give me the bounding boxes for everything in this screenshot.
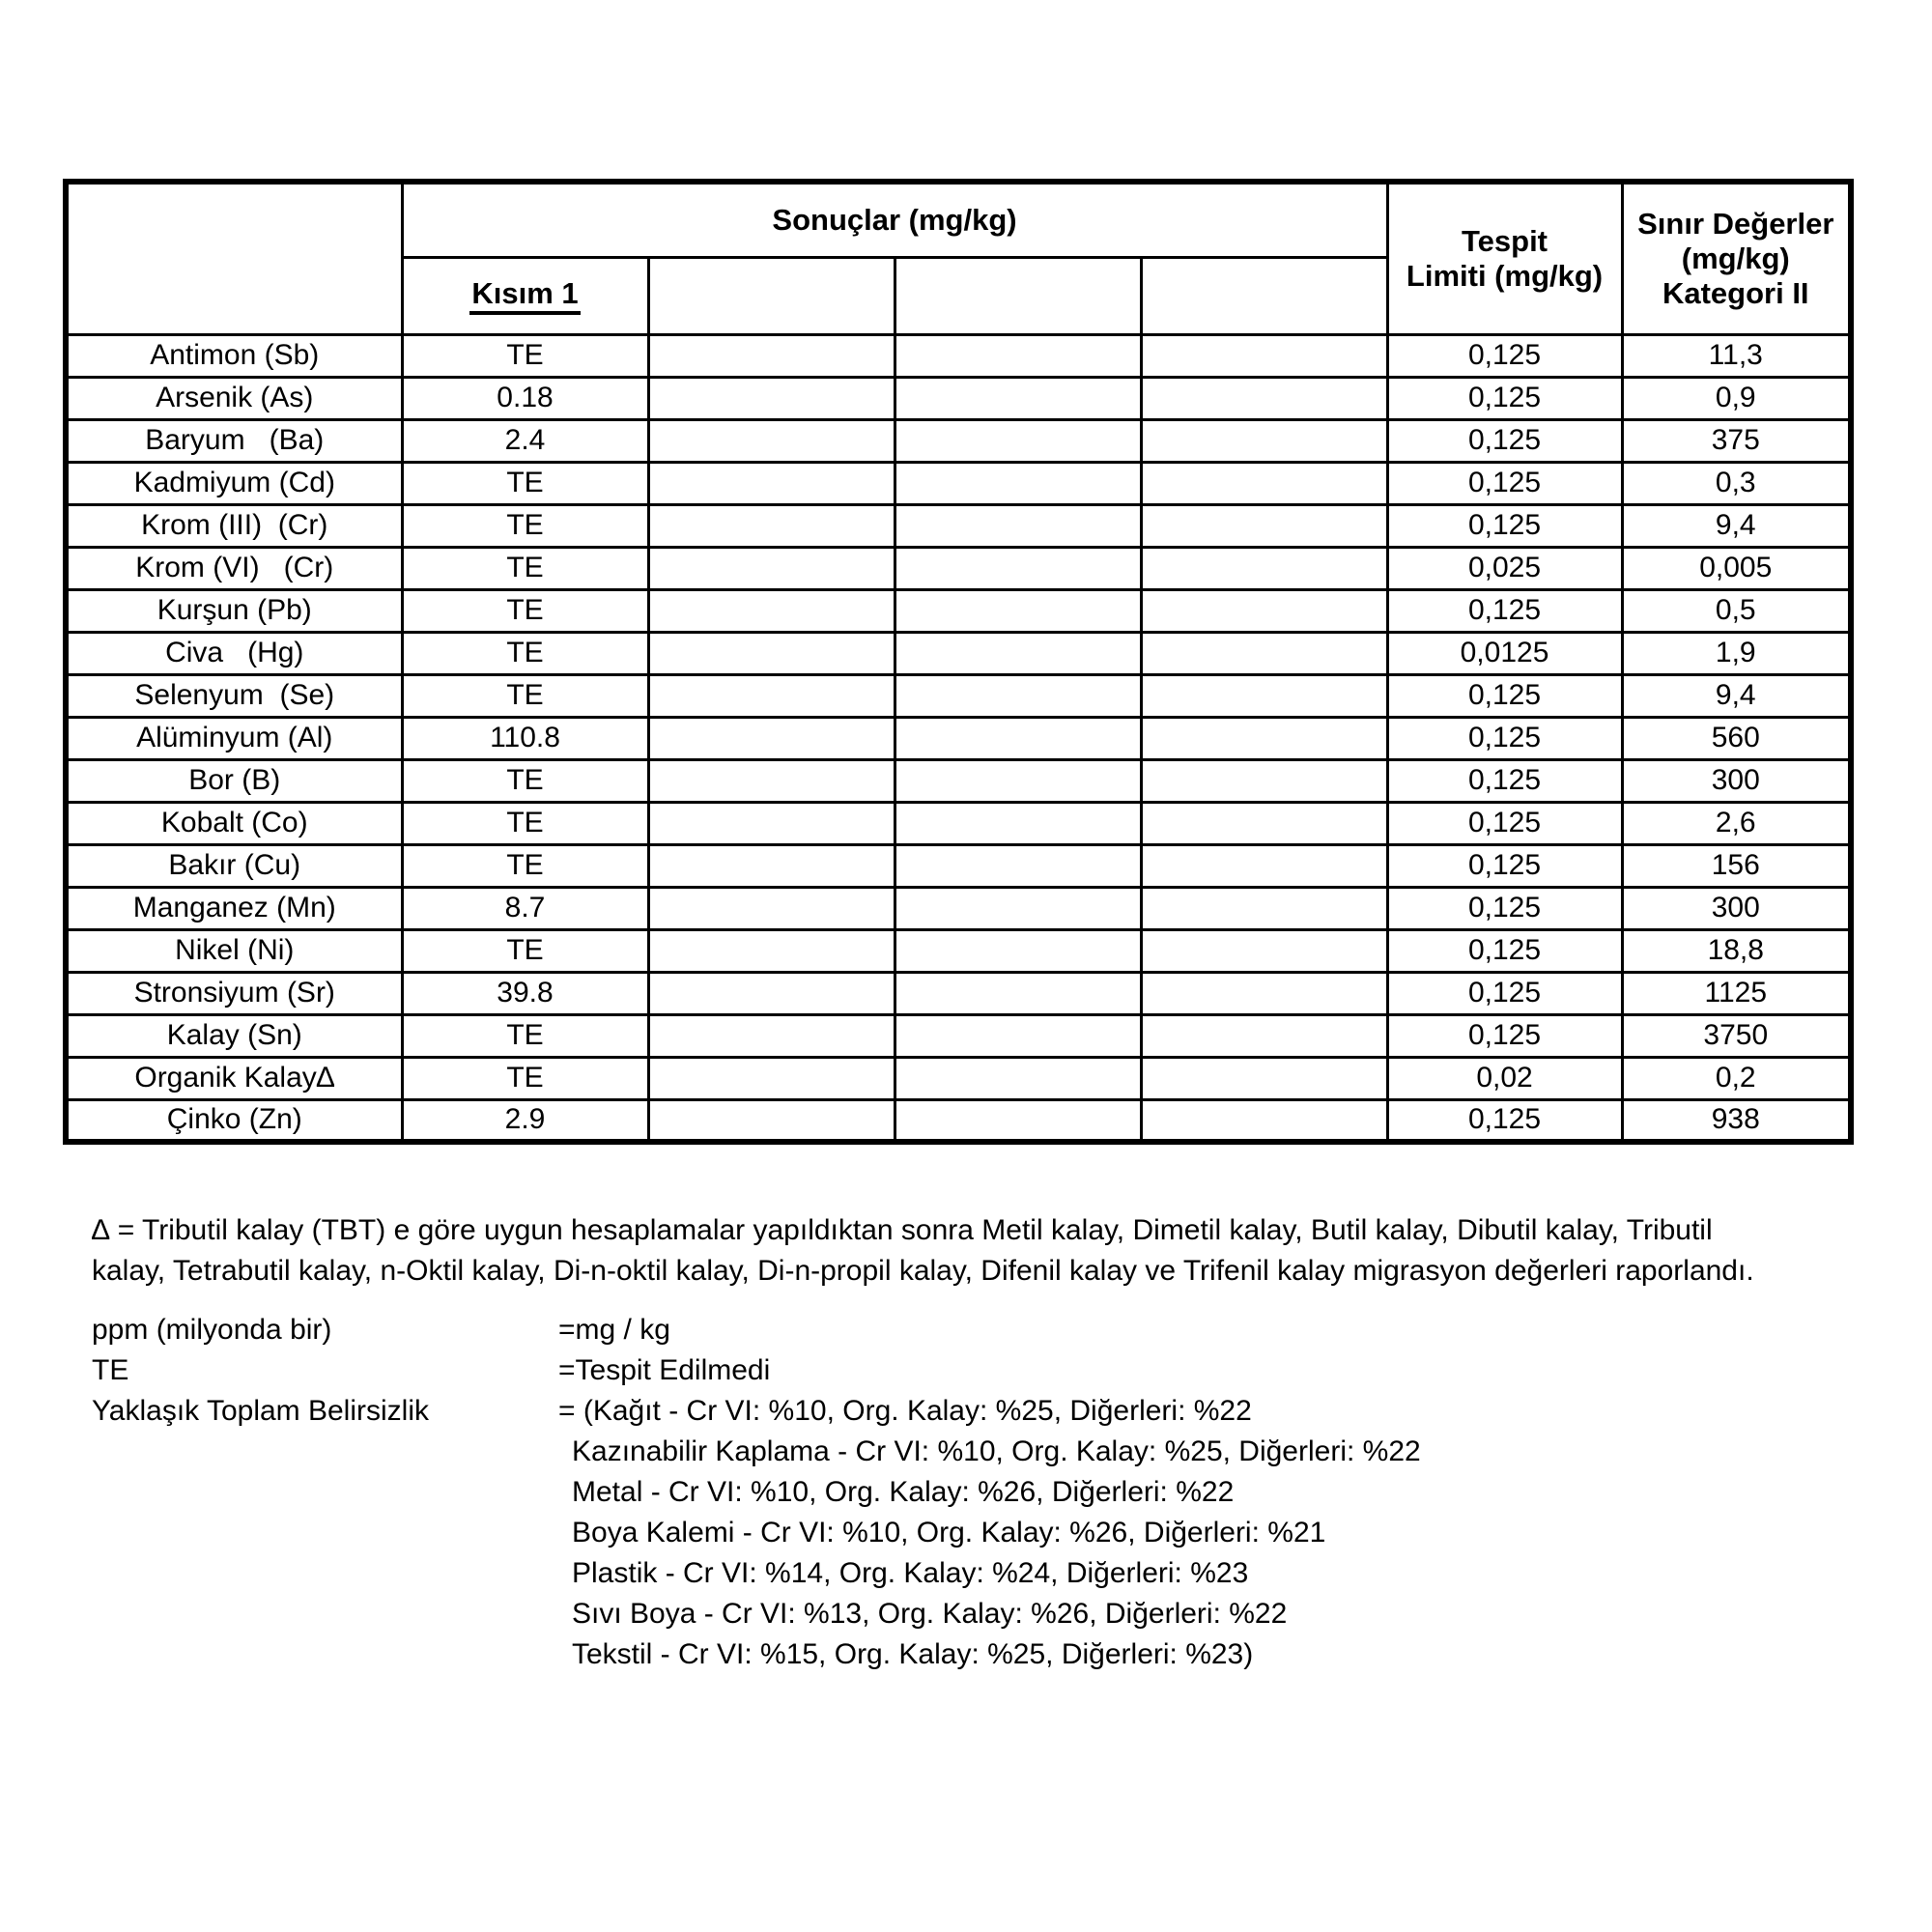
result-cell — [895, 632, 1141, 674]
tespit-cell: 0,125 — [1387, 674, 1622, 717]
result-cell — [895, 462, 1141, 504]
element-cell: Bakır (Cu) — [66, 844, 402, 887]
result-cell — [648, 632, 895, 674]
sinir-cell: 1,9 — [1622, 632, 1851, 674]
table-row — [66, 717, 1851, 759]
result-cell — [1141, 462, 1387, 504]
element-cell: Civa (Hg) — [66, 632, 402, 674]
tespit-cell: 0,0125 — [1387, 632, 1622, 674]
result-cell: TE — [402, 589, 648, 632]
tespit-cell: 0,125 — [1387, 462, 1622, 504]
element-cell: Bor (B) — [66, 759, 402, 802]
tespit-header-line1: Tespit — [1462, 224, 1548, 259]
element-cell: Alüminyum (Al) — [66, 717, 402, 759]
result-cell — [1141, 1099, 1387, 1142]
table-row — [66, 929, 1851, 972]
tespit-limiti-header — [1387, 182, 1622, 334]
table-row — [66, 887, 1851, 929]
sinir-cell: 0,2 — [1622, 1057, 1851, 1099]
result-cell — [648, 717, 895, 759]
uncertainty-line: Kazınabilir Kaplama - Cr VI: %10, Org. Kalay: %25, Diğerleri: %22 — [572, 1435, 1421, 1467]
result-cell — [1141, 972, 1387, 1014]
table-row — [66, 972, 1851, 1014]
element-cell: Çinko (Zn) — [66, 1099, 402, 1142]
result-cell: 110.8 — [402, 717, 648, 759]
tespit-cell: 0,125 — [1387, 972, 1622, 1014]
element-cell: Selenyum (Se) — [66, 674, 402, 717]
table-row — [66, 1014, 1851, 1057]
result-cell — [1141, 674, 1387, 717]
results-header: Sonuçlar (mg/kg) — [402, 182, 1387, 257]
element-cell: Stronsiyum (Sr) — [66, 972, 402, 1014]
result-cell: TE — [402, 504, 648, 547]
result-cell — [648, 504, 895, 547]
empty-result-header-4 — [1141, 257, 1387, 334]
result-cell — [648, 589, 895, 632]
sinir-cell: 0,9 — [1622, 377, 1851, 419]
result-cell — [1141, 887, 1387, 929]
tespit-cell: 0,125 — [1387, 589, 1622, 632]
tespit-cell: 0,125 — [1387, 334, 1622, 377]
result-cell: TE — [402, 462, 648, 504]
sinir-cell: 3750 — [1622, 1014, 1851, 1057]
table-row — [66, 802, 1851, 844]
result-cell — [1141, 334, 1387, 377]
result-cell — [1141, 802, 1387, 844]
element-cell: Kalay (Sn) — [66, 1014, 402, 1057]
tespit-cell: 0,125 — [1387, 844, 1622, 887]
result-cell — [895, 334, 1141, 377]
result-cell — [648, 334, 895, 377]
sinir-cell: 0,5 — [1622, 589, 1851, 632]
sinir-cell: 560 — [1622, 717, 1851, 759]
sinir-cell: 2,6 — [1622, 802, 1851, 844]
result-cell — [648, 844, 895, 887]
sinir-cell: 11,3 — [1622, 334, 1851, 377]
tespit-cell: 0,125 — [1387, 929, 1622, 972]
result-cell — [895, 674, 1141, 717]
element-cell: Krom (III) (Cr) — [66, 504, 402, 547]
legend-label: TE — [92, 1354, 129, 1386]
result-cell — [895, 589, 1141, 632]
result-cell — [648, 547, 895, 589]
result-cell: 0.18 — [402, 377, 648, 419]
element-cell: Baryum (Ba) — [66, 419, 402, 462]
table-row — [66, 547, 1851, 589]
legend-row-uncertainty — [92, 1391, 1831, 1432]
element-cell: Kobalt (Co) — [66, 802, 402, 844]
sinir-cell: 156 — [1622, 844, 1851, 887]
results-table — [63, 179, 1854, 1145]
result-cell — [895, 1057, 1141, 1099]
tespit-cell: 0,125 — [1387, 802, 1622, 844]
result-cell — [1141, 759, 1387, 802]
empty-result-header-2 — [648, 257, 895, 334]
result-cell — [648, 802, 895, 844]
result-cell — [1141, 1057, 1387, 1099]
result-cell — [1141, 717, 1387, 759]
result-cell — [1141, 419, 1387, 462]
result-cell — [895, 887, 1141, 929]
corner-cell — [66, 182, 402, 334]
footnote-line2: kalay, Tetrabutil kalay, n-Oktil kalay, Di-n-oktil kalay, Di-n-propil kalay, Difenil kalay ve Trifenil kalay migrasyon değerleri raporlandı. — [92, 1255, 1754, 1287]
legend-label: ppm (milyonda bir) — [92, 1314, 332, 1346]
sinir-cell: 9,4 — [1622, 504, 1851, 547]
result-cell — [1141, 1014, 1387, 1057]
result-cell — [648, 1057, 895, 1099]
result-cell: 39.8 — [402, 972, 648, 1014]
result-cell — [1141, 844, 1387, 887]
table-row — [66, 1099, 1851, 1142]
element-cell: Arsenik (As) — [66, 377, 402, 419]
sinir-degerler-header — [1622, 182, 1851, 334]
result-cell — [895, 972, 1141, 1014]
uncertainty-line: Plastik - Cr VI: %14, Org. Kalay: %24, Diğerleri: %23 — [572, 1557, 1249, 1589]
result-cell — [895, 504, 1141, 547]
result-cell: 8.7 — [402, 887, 648, 929]
sinir-cell: 0,005 — [1622, 547, 1851, 589]
result-cell — [1141, 632, 1387, 674]
result-cell: TE — [402, 1014, 648, 1057]
kisim1-label: Kısım 1 — [469, 276, 580, 316]
result-cell — [1141, 589, 1387, 632]
table-row — [66, 674, 1851, 717]
result-cell — [648, 462, 895, 504]
result-cell — [648, 759, 895, 802]
element-cell: Antimon (Sb) — [66, 334, 402, 377]
legend-value: =mg / kg — [558, 1314, 670, 1346]
sinir-cell: 938 — [1622, 1099, 1851, 1142]
element-cell: Kadmiyum (Cd) — [66, 462, 402, 504]
sinir-cell: 18,8 — [1622, 929, 1851, 972]
result-cell — [1141, 929, 1387, 972]
table-row — [66, 377, 1851, 419]
result-cell — [895, 419, 1141, 462]
tespit-cell: 0,125 — [1387, 759, 1622, 802]
result-cell — [895, 802, 1141, 844]
legend-row-te — [92, 1350, 1831, 1391]
result-cell: TE — [402, 929, 648, 972]
sinir-cell: 0,3 — [1622, 462, 1851, 504]
sinir-cell: 375 — [1622, 419, 1851, 462]
uncertainty-line: Boya Kalemi - Cr VI: %10, Org. Kalay: %26, Diğerleri: %21 — [572, 1517, 1326, 1548]
sinir-cell: 1125 — [1622, 972, 1851, 1014]
result-cell — [895, 844, 1141, 887]
table-row — [66, 589, 1851, 632]
table-row — [66, 462, 1851, 504]
element-cell: Nikel (Ni) — [66, 929, 402, 972]
sinir-header-line3: Kategori II — [1662, 275, 1809, 310]
table-row — [66, 334, 1851, 377]
result-cell — [895, 377, 1141, 419]
result-cell — [648, 1014, 895, 1057]
legend-value: =Tespit Edilmedi — [558, 1354, 771, 1386]
element-cell: Organik Kalay∆ — [66, 1057, 402, 1099]
sinir-cell: 300 — [1622, 887, 1851, 929]
uncertainty-line: Sıvı Boya - Cr VI: %13, Org. Kalay: %26, Diğerleri: %22 — [572, 1598, 1288, 1630]
sinir-cell: 9,4 — [1622, 674, 1851, 717]
legend-label: Yaklaşık Toplam Belirsizlik — [92, 1395, 429, 1427]
element-cell: Kurşun (Pb) — [66, 589, 402, 632]
result-cell — [648, 1099, 895, 1142]
tespit-cell: 0,125 — [1387, 717, 1622, 759]
result-cell: TE — [402, 802, 648, 844]
element-cell: Krom (VI) (Cr) — [66, 547, 402, 589]
legend-value: = (Kağıt - Cr VI: %10, Org. Kalay: %25, Diğerleri: %22 — [558, 1395, 1252, 1427]
tespit-cell: 0,125 — [1387, 377, 1622, 419]
tespit-cell: 0,125 — [1387, 1099, 1622, 1142]
result-cell — [895, 547, 1141, 589]
table-row — [66, 1057, 1851, 1099]
empty-result-header-3 — [895, 257, 1141, 334]
sinir-header-line2: (mg/kg) — [1681, 241, 1790, 275]
result-cell — [895, 717, 1141, 759]
result-cell — [1141, 547, 1387, 589]
result-cell — [648, 972, 895, 1014]
table-row — [66, 504, 1851, 547]
result-cell — [895, 759, 1141, 802]
legend-row-ppm — [92, 1310, 1831, 1350]
tespit-cell: 0,125 — [1387, 419, 1622, 462]
tespit-cell: 0,125 — [1387, 1014, 1622, 1057]
tespit-cell: 0,025 — [1387, 547, 1622, 589]
tributyl-footnote — [92, 1210, 1831, 1292]
table-row — [66, 632, 1851, 674]
result-cell — [895, 929, 1141, 972]
footnote-line1: ∆ = Tributil kalay (TBT) e göre uygun hesaplamalar yapıldıktan sonra Metil kalay, Dimetil kalay, Butil kalay, Dibutil kalay, Tributil — [92, 1214, 1713, 1246]
tespit-cell: 0,125 — [1387, 504, 1622, 547]
tespit-cell: 0,02 — [1387, 1057, 1622, 1099]
result-cell — [1141, 504, 1387, 547]
result-cell: TE — [402, 759, 648, 802]
result-cell — [648, 377, 895, 419]
kisim1-header — [402, 257, 648, 334]
result-cell — [648, 887, 895, 929]
result-cell — [648, 929, 895, 972]
result-cell: TE — [402, 1057, 648, 1099]
uncertainty-line: Tekstil - Cr VI: %15, Org. Kalay: %25, Diğerleri: %23) — [572, 1638, 1254, 1670]
result-cell: 2.4 — [402, 419, 648, 462]
result-cell — [648, 674, 895, 717]
sinir-cell: 300 — [1622, 759, 1851, 802]
result-cell: 2.9 — [402, 1099, 648, 1142]
result-cell: TE — [402, 632, 648, 674]
uncertainty-line: Metal - Cr VI: %10, Org. Kalay: %26, Diğerleri: %22 — [572, 1476, 1235, 1508]
result-cell — [895, 1099, 1141, 1142]
result-cell — [895, 1014, 1141, 1057]
table-row — [66, 844, 1851, 887]
sinir-header-line1: Sınır Değerler — [1637, 207, 1834, 242]
result-cell: TE — [402, 547, 648, 589]
legend-block — [92, 1310, 1831, 1675]
result-cell — [648, 419, 895, 462]
tespit-cell: 0,125 — [1387, 887, 1622, 929]
result-cell: TE — [402, 334, 648, 377]
element-cell: Manganez (Mn) — [66, 887, 402, 929]
result-cell: TE — [402, 674, 648, 717]
result-cell: TE — [402, 844, 648, 887]
table-row — [66, 759, 1851, 802]
tespit-header-line2: Limiti (mg/kg) — [1406, 258, 1604, 293]
table-row — [66, 419, 1851, 462]
result-cell — [1141, 377, 1387, 419]
